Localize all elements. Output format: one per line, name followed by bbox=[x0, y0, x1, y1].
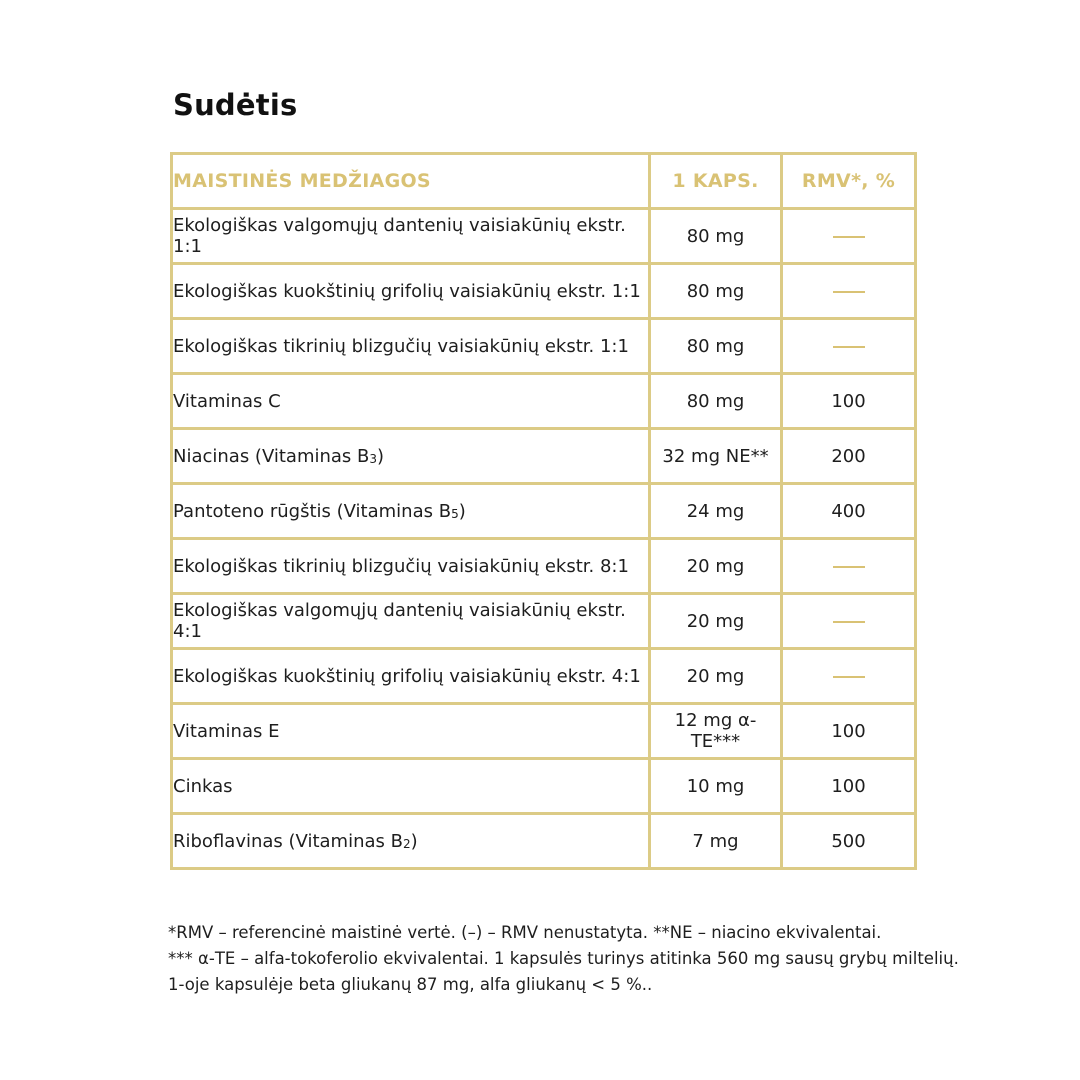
not-established-dash bbox=[833, 621, 865, 623]
footnote-line: *RMV – referencinė maistinė vertė. (–) – RMV nenustatyta. **NE – niacino ekvivalentai. bbox=[168, 923, 882, 942]
not-established-dash bbox=[833, 291, 865, 293]
header-per-capsule: 1 KAPS. bbox=[650, 154, 782, 209]
rmv-value bbox=[782, 319, 916, 374]
amount-per-capsule: 12 mg α-TE*** bbox=[650, 704, 782, 759]
amount-per-capsule: 80 mg bbox=[650, 319, 782, 374]
header-rmv: RMV*, % bbox=[782, 154, 916, 209]
header-nutrients: MAISTINĖS MEDŽIAGOS bbox=[172, 154, 650, 209]
amount-per-capsule: 20 mg bbox=[650, 649, 782, 704]
nutrient-name: Ekologiškas tikrinių blizgučių vaisiakūnių ekstr. 8:1 bbox=[172, 539, 650, 594]
nutrient-name: Vitaminas C bbox=[172, 374, 650, 429]
amount-per-capsule: 80 mg bbox=[650, 264, 782, 319]
nutrient-name: Cinkas bbox=[172, 759, 650, 814]
nutrient-name: Ekologiškas kuokštinių grifolių vaisiakūnių ekstr. 4:1 bbox=[172, 649, 650, 704]
amount-per-capsule: 80 mg bbox=[650, 209, 782, 264]
rmv-value: 100 bbox=[782, 704, 916, 759]
amount-per-capsule: 80 mg bbox=[650, 374, 782, 429]
page-title: Sudėtis bbox=[173, 88, 298, 122]
rmv-value: 200 bbox=[782, 429, 916, 484]
rmv-value bbox=[782, 539, 916, 594]
rmv-value: 100 bbox=[782, 759, 916, 814]
nutrient-name: Vitaminas E bbox=[172, 704, 650, 759]
nutrient-name: Niacinas (Vitaminas B3) bbox=[172, 429, 650, 484]
table-row bbox=[172, 594, 916, 649]
rmv-value: 500 bbox=[782, 814, 916, 869]
table-row bbox=[172, 704, 916, 759]
amount-per-capsule: 7 mg bbox=[650, 814, 782, 869]
nutrient-name: Ekologiškas kuokštinių grifolių vaisiakūnių ekstr. 1:1 bbox=[172, 264, 650, 319]
footnote-line: 1-oje kapsulėje beta gliukanų 87 mg, alfa gliukanų < 5 %.. bbox=[168, 975, 653, 994]
table-row bbox=[172, 484, 916, 539]
table-header-row bbox=[172, 154, 916, 209]
nutrient-name: Ekologiškas tikrinių blizgučių vaisiakūnių ekstr. 1:1 bbox=[172, 319, 650, 374]
table-row bbox=[172, 759, 916, 814]
not-established-dash bbox=[833, 346, 865, 348]
rmv-value: 100 bbox=[782, 374, 916, 429]
amount-per-capsule: 20 mg bbox=[650, 594, 782, 649]
not-established-dash bbox=[833, 566, 865, 568]
amount-per-capsule: 24 mg bbox=[650, 484, 782, 539]
rmv-value bbox=[782, 649, 916, 704]
table-row bbox=[172, 319, 916, 374]
table-row bbox=[172, 374, 916, 429]
rmv-value bbox=[782, 209, 916, 264]
footnotes bbox=[168, 920, 958, 998]
not-established-dash bbox=[833, 676, 865, 678]
table-row bbox=[172, 814, 916, 869]
nutrient-name: Ekologiškas valgomųjų dantenių vaisiakūnių ekstr. 4:1 bbox=[172, 594, 650, 649]
rmv-value: 400 bbox=[782, 484, 916, 539]
nutrient-name: Ekologiškas valgomųjų dantenių vaisiakūnių ekstr. 1:1 bbox=[172, 209, 650, 264]
nutrition-table bbox=[170, 152, 917, 870]
amount-per-capsule: 20 mg bbox=[650, 539, 782, 594]
nutrient-name: Pantoteno rūgštis (Vitaminas B5) bbox=[172, 484, 650, 539]
rmv-value bbox=[782, 264, 916, 319]
amount-per-capsule: 32 mg NE** bbox=[650, 429, 782, 484]
table-row bbox=[172, 209, 916, 264]
table-row bbox=[172, 539, 916, 594]
table-row bbox=[172, 649, 916, 704]
footnote-line: *** α-TE – alfa-tokoferolio ekvivalentai. 1 kapsulės turinys atitinka 560 mg sausų grybų miltelių. bbox=[168, 949, 959, 968]
amount-per-capsule: 10 mg bbox=[650, 759, 782, 814]
not-established-dash bbox=[833, 236, 865, 238]
table-row bbox=[172, 429, 916, 484]
nutrient-name: Riboflavinas (Vitaminas B2) bbox=[172, 814, 650, 869]
rmv-value bbox=[782, 594, 916, 649]
table-row bbox=[172, 264, 916, 319]
